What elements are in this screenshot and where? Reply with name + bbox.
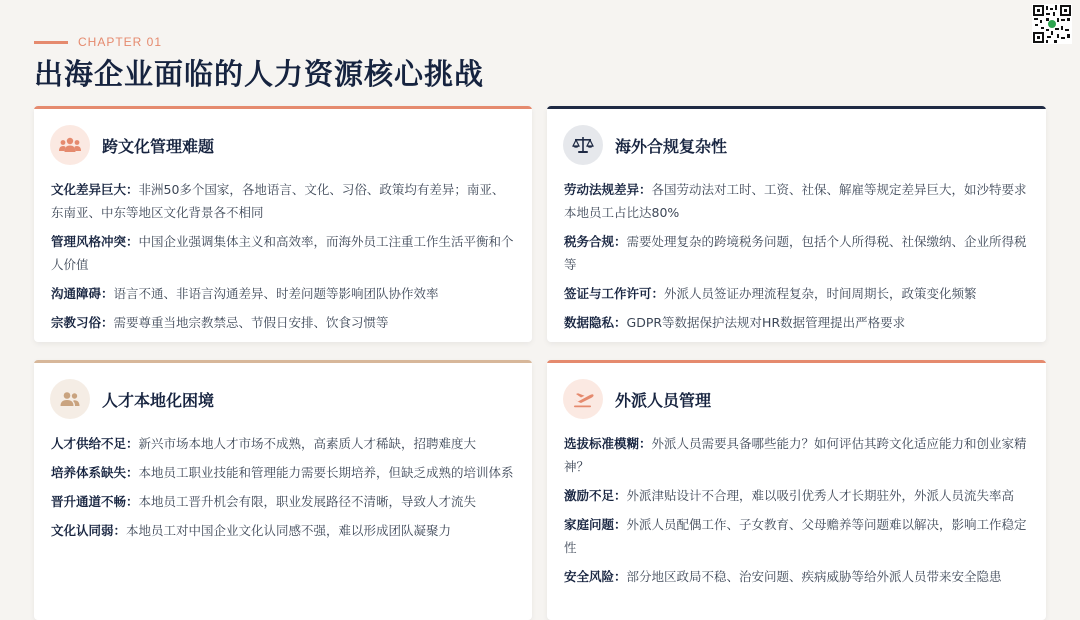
card-compliance [547, 106, 1046, 342]
list-item [51, 432, 515, 455]
list-item [51, 282, 515, 305]
item-key: 沟通障碍： [51, 286, 114, 301]
item-text: 外派津贴设计不合理，难以吸引优秀人才长期驻外，外派人员流失率高 [626, 488, 1015, 503]
item-text: 外派人员需要具备哪些能力？如何评估其跨文化适应能力和创业家精神？ [564, 436, 1027, 474]
list-item [51, 178, 515, 224]
item-key: 人才供给不足： [51, 436, 139, 451]
card-title: 跨文化管理难题 [102, 136, 215, 156]
card-cross-cultural [34, 106, 532, 342]
card-title: 海外合规复杂性 [615, 136, 728, 156]
item-text: 新兴市场本地人才市场不成熟，高素质人才稀缺，招聘难度大 [138, 436, 477, 451]
item-key: 文化认同弱： [51, 523, 127, 538]
scale-balance-icon [563, 125, 603, 165]
item-key: 安全风险： [564, 569, 627, 584]
card-top-bar [34, 360, 532, 363]
item-key: 晋升通道不畅： [51, 494, 139, 509]
item-text: 本地员工职业技能和管理能力需要长期培养，但缺乏成熟的培训体系 [138, 465, 514, 480]
list-item [564, 230, 1029, 276]
people-group-icon [50, 125, 90, 165]
item-text: GDPR等数据保护法规对HR数据管理提出严格要求 [626, 315, 906, 330]
item-key: 宗教习俗： [51, 315, 114, 330]
item-text: 中国企业强调集体主义和高效率，而海外员工注重工作生活平衡和个人价值 [51, 234, 514, 272]
item-key: 签证与工作许可： [564, 286, 665, 301]
page-title: 出海企业面临的人力资源核心挑战 [34, 57, 485, 91]
item-text: 各国劳动法对工时、工资、社保、解雇等规定差异巨大，如沙特要求本地员工占比达80% [564, 182, 1027, 220]
list-item [564, 432, 1029, 478]
card-top-bar [547, 360, 1046, 363]
list-item [51, 311, 515, 334]
item-key: 培养体系缺失： [51, 465, 139, 480]
item-key: 激励不足： [564, 488, 627, 503]
list-item [564, 311, 1029, 334]
card-localization [34, 360, 532, 620]
list-item [564, 565, 1029, 588]
item-key: 家庭问题： [564, 517, 627, 532]
card-expat [547, 360, 1046, 620]
list-item [564, 178, 1029, 224]
airplane-icon [563, 379, 603, 419]
item-text: 外派人员配偶工作、子女教育、父母赡养等问题难以解决，影响工作稳定性 [564, 517, 1027, 555]
list-item [51, 519, 515, 542]
list-item [51, 230, 515, 276]
item-text: 语言不通、非语言沟通差异、时差问题等影响团队协作效率 [113, 286, 439, 301]
chapter-accent-line [34, 41, 68, 44]
chapter-label: CHAPTER 01 [78, 35, 163, 49]
item-text: 本地员工对中国企业文化认同感不强，难以形成团队凝聚力 [126, 523, 452, 538]
card-title: 人才本地化困境 [102, 390, 215, 410]
item-text: 需要尊重当地宗教禁忌、节假日安排、饮食习惯等 [113, 315, 389, 330]
item-text: 外派人员签证办理流程复杂，时间周期长，政策变化频繁 [664, 286, 977, 301]
item-key: 劳动法规差异： [564, 182, 652, 197]
item-key: 税务合规： [564, 234, 627, 249]
item-text: 本地员工晋升机会有限，职业发展路径不清晰，导致人才流失 [138, 494, 477, 509]
list-item [51, 490, 515, 513]
item-text: 需要处理复杂的跨境税务问题，包括个人所得税、社保缴纳、企业所得税等 [564, 234, 1027, 272]
item-text: 非洲50多个国家，各地语言、文化、习俗、政策均有差异；南亚、东南亚、中东等地区文化背景各不相同 [51, 182, 505, 220]
item-key: 选拔标准模糊： [564, 436, 652, 451]
list-item [564, 513, 1029, 559]
users-icon [50, 379, 90, 419]
item-key: 文化差异巨大： [51, 182, 139, 197]
card-top-bar [34, 106, 532, 109]
qr-code [1032, 4, 1072, 44]
list-item [564, 282, 1029, 305]
item-key: 管理风格冲突： [51, 234, 139, 249]
card-top-bar [547, 106, 1046, 109]
item-key: 数据隐私： [564, 315, 627, 330]
item-text: 部分地区政局不稳、治安问题、疾病威胁等给外派人员带来安全隐患 [626, 569, 1002, 584]
list-item [564, 484, 1029, 507]
card-title: 外派人员管理 [615, 390, 712, 410]
list-item [51, 461, 515, 484]
